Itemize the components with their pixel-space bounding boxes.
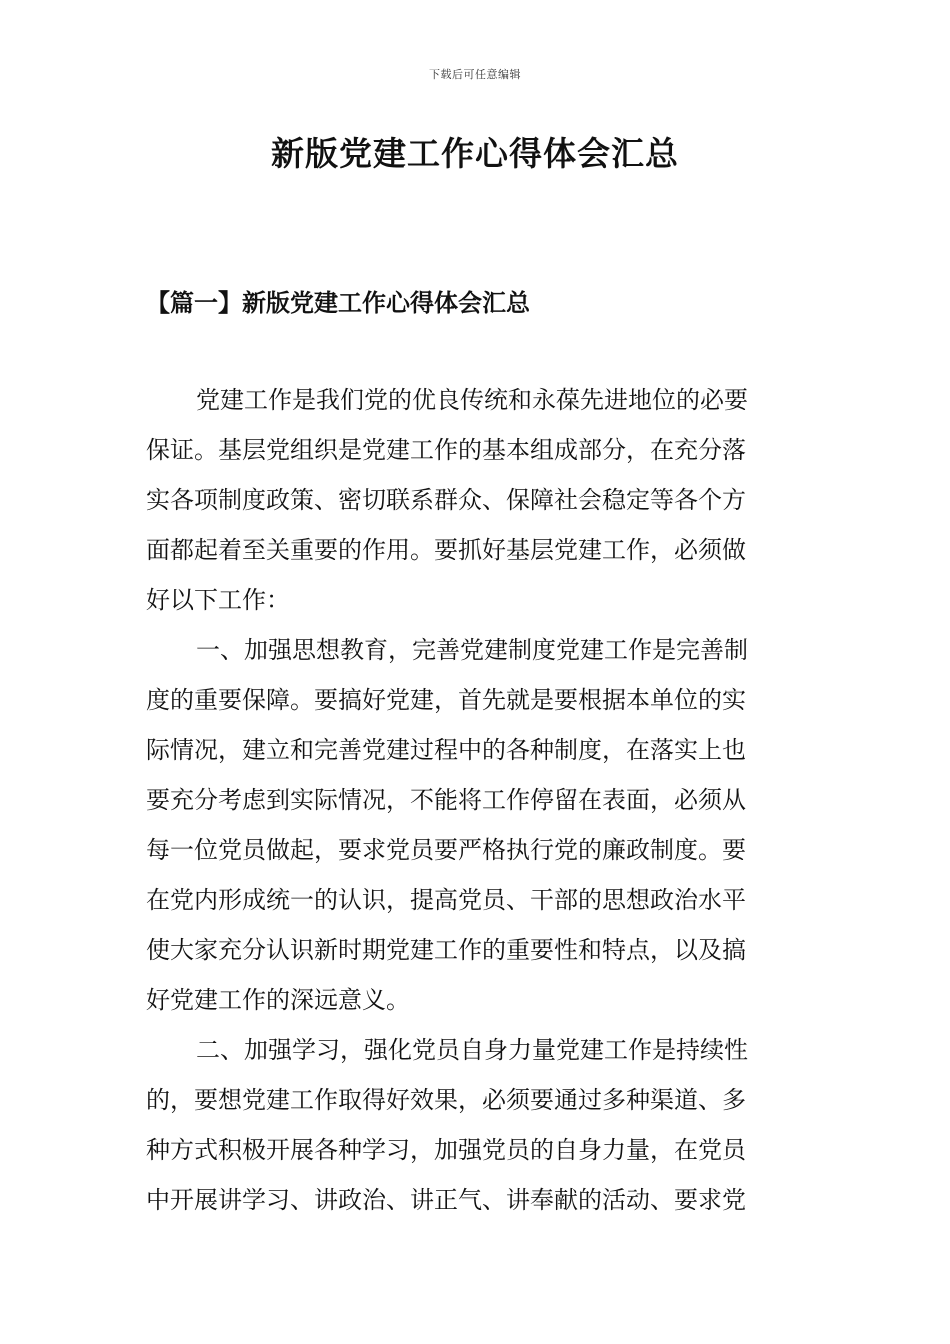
- text-line: 保证。基层党组织是党建工作的基本组成部分，在充分落: [146, 436, 746, 464]
- header-note: 下载后可任意编辑: [429, 68, 521, 81]
- text-line: 实各项制度政策、密切联系群众、保障社会稳定等各个方: [146, 486, 746, 514]
- text-line: 好以下工作：: [146, 586, 290, 614]
- section-heading: 【篇一】新版党建工作心得体会汇总: [146, 288, 530, 317]
- text-line: 二、加强学习，强化党员自身力量党建工作是持续性: [196, 1036, 748, 1064]
- text-line: 际情况，建立和完善党建过程中的各种制度，在落实上也: [146, 736, 746, 764]
- text-line: 党建工作是我们党的优良传统和永葆先进地位的必要: [196, 386, 748, 414]
- text-line: 好党建工作的深远意义。: [146, 986, 410, 1014]
- document-title: 新版党建工作心得体会汇总: [271, 134, 679, 173]
- text-line: 面都起着至关重要的作用。要抓好基层党建工作，必须做: [146, 536, 746, 564]
- text-line: 的，要想党建工作取得好效果，必须要通过多种渠道、多: [146, 1086, 746, 1114]
- text-line: 中开展讲学习、讲政治、讲正气、讲奉献的活动、要求党: [146, 1186, 746, 1214]
- text-line: 在党内形成统一的认识，提高党员、干部的思想政治水平: [146, 886, 746, 914]
- text-line: 度的重要保障。要搞好党建，首先就是要根据本单位的实: [146, 686, 746, 714]
- text-line: 每一位党员做起，要求党员要严格执行党的廉政制度。要: [146, 836, 746, 864]
- text-line: 一、加强思想教育，完善党建制度党建工作是完善制: [196, 636, 748, 664]
- text-line: 使大家充分认识新时期党建工作的重要性和特点，以及搞: [146, 936, 746, 964]
- text-line: 要充分考虑到实际情况，不能将工作停留在表面，必须从: [146, 786, 746, 814]
- text-line: 种方式积极开展各种学习，加强党员的自身力量，在党员: [146, 1136, 746, 1164]
- body-text: [146, 375, 810, 1225]
